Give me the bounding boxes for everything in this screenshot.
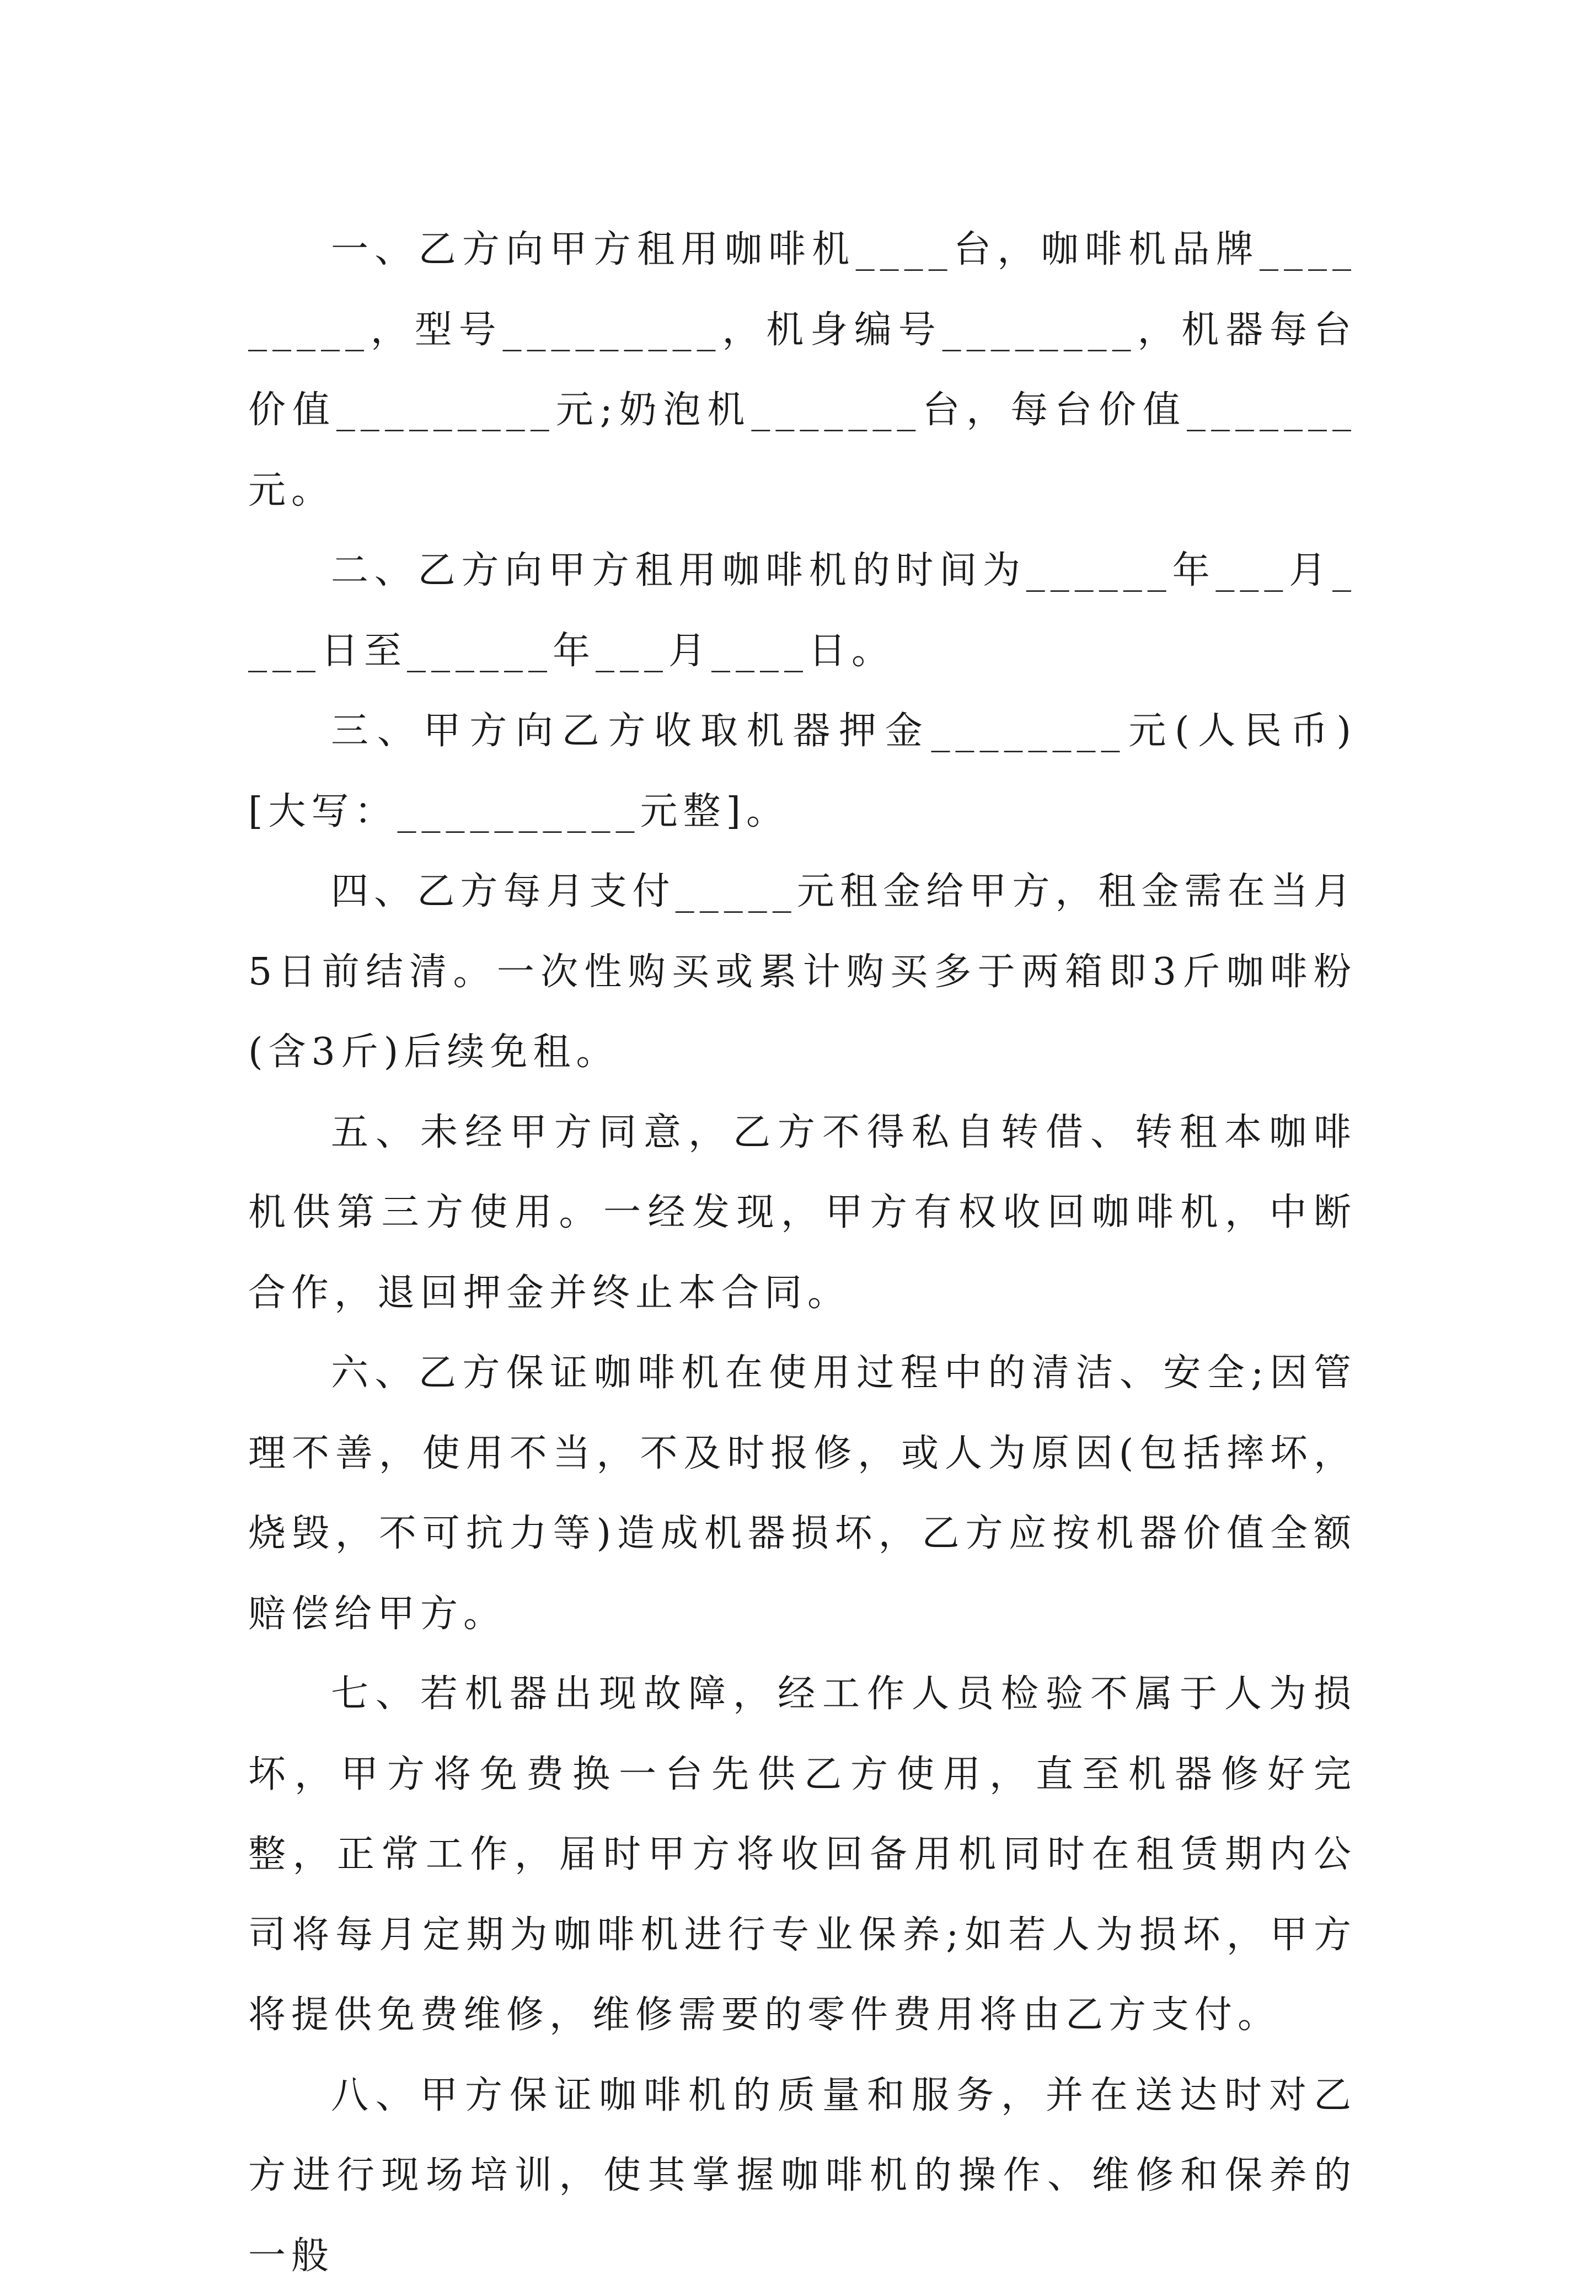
clause-7: 七、若机器出现故障，经工作人员检验不属于人为损坏，甲方将免费换一台先供乙方使用，直至机器修好完整，正常工作，届时甲方将收回备用机同时在租赁期内公司将每月定期为咖啡机进行专业保养;如若人为损坏，甲方将提供免费维修，维修需要的零件费用将由乙方支付。: [248, 1654, 1357, 2056]
clause-1: 一、乙方向甲方租用咖啡机____台，咖啡机品牌_________，型号_________，机身编号________，机器每台价值_________元;奶泡机_______台，每台价值_______元。: [248, 210, 1357, 531]
clause-3: 三、甲方向乙方收取机器押金________元(人民币)[大写：__________元整]。: [248, 691, 1357, 852]
clause-5: 五、未经甲方同意，乙方不得私自转借、转租本咖啡机供第三方使用。一经发现，甲方有权收回咖啡机，中断合作，退回押金并终止本合同。: [248, 1093, 1357, 1334]
clause-6: 六、乙方保证咖啡机在使用过程中的清洁、安全;因管理不善，使用不当，不及时报修，或人为原因(包括摔坏，烧毁，不可抗力等)造成机器损坏，乙方应按机器价值全额赔偿给甲方。: [248, 1333, 1357, 1654]
clause-4: 四、乙方每月支付_____元租金给甲方，租金需在当月5日前结清。一次性购买或累计购买多于两箱即3斤咖啡粉(含3斤)后续免租。: [248, 852, 1357, 1093]
clause-8: 八、甲方保证咖啡机的质量和服务，并在送达时对乙方进行现场培训，使其掌握咖啡机的操作、维修和保养的一般: [248, 2056, 1357, 2296]
contract-body: [248, 210, 1357, 2296]
clause-2: 二、乙方向甲方租用咖啡机的时间为______年___月____日至______年___月____日。: [248, 531, 1357, 691]
